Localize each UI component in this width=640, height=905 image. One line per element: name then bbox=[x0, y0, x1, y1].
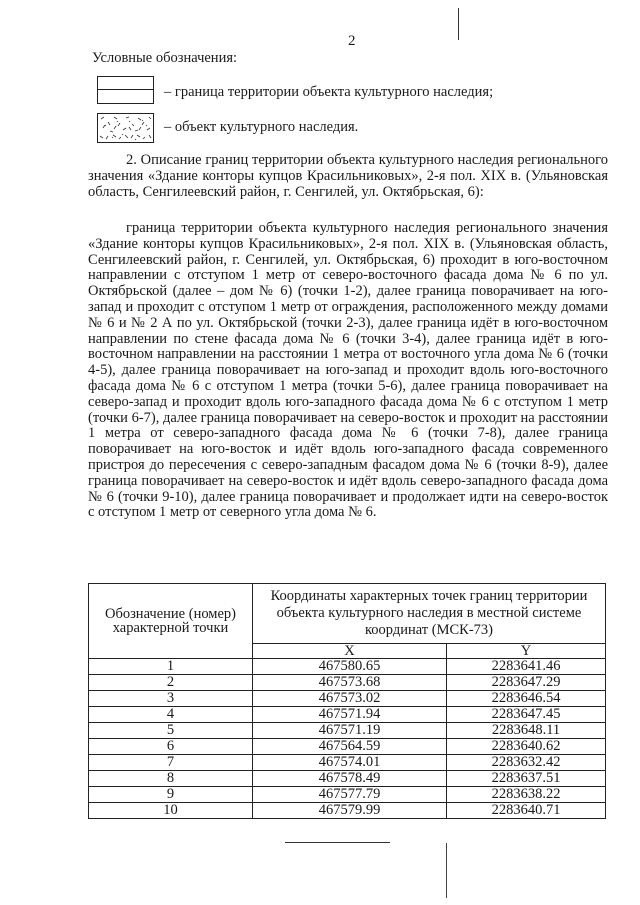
x-coordinate-cell: 467578.49 bbox=[253, 771, 447, 787]
boundary-description: граница территории объекта культурного наследия регионального значения «Здание конторы купцов Красильниковых», 2-я пол. XIX в. (Ульяновская область, Сенгилеевский район, г. Сенгилей, ул. Октябрьская, 6) проходит в юго-восточном направлении с отступом 1 метр от северо-восточного фасада дома № 6 по ул. Октябрьской (далее – дом № 6) (точки 1-2), далее граница поворачивает на юго-запад и проходит с отступом 1 метр от ограждения, расположенного между домами № 6 и № 2 А по ул. Октябрьской (точки 2-3), далее граница идёт в юго-восточном направлении по стене фасада дома № 6 (точки 3-4), далее граница идёт в юго-восточном направлении на расстоянии 1 метра от восточного угла дома № 6 (точки 4-5), далее граница поворачивает на юго-запад и проходит вдоль юго-восточного фасада дома № 6 с отступом 1 метра (точки 5-6), далее граница поворачивает на северо-запад и проходит вдоль юго-западного фасада дома № 6 с отступом 1 метр (точки 6-7), далее граница поворачивает на северо-восток и проходит на расстоянии 1 метра от северо-западного фасада дома № 6 (точки 7-8), далее граница поворачивает на юго-восток и идёт вдоль юго-западного фасада современного пристроя до пересечения с северо-западным фасадом дома № 6 (точки 8-9), далее граница поворачивает на северо-восток и идёт вдоль северо-западного фасада дома № 6 (точки 9-10), далее граница поворачивает и продолжает идти на северо-восток с отступом 1 метр от северного угла дома № 6. bbox=[88, 220, 608, 521]
y-coordinate-cell: 2283641.46 bbox=[447, 659, 606, 675]
table-row bbox=[89, 755, 606, 771]
table-row bbox=[89, 803, 606, 819]
table-row bbox=[89, 787, 606, 803]
x-coordinate-cell: 467579.99 bbox=[253, 803, 447, 819]
y-coordinate-cell: 2283648.11 bbox=[447, 723, 606, 739]
coordinates-table bbox=[88, 583, 606, 819]
point-number-cell: 5 bbox=[89, 723, 253, 739]
table-row bbox=[89, 659, 606, 675]
point-number-cell: 10 bbox=[89, 803, 253, 819]
y-coordinate-cell: 2283647.29 bbox=[447, 675, 606, 691]
x-coordinate-cell: 467573.02 bbox=[253, 691, 447, 707]
point-number-cell: 1 bbox=[89, 659, 253, 675]
boundary-section-heading: 2. Описание границ территории объекта культурного наследия регионального значения «Здание конторы купцов Красильниковых», 2-я пол. XIX в. (Ульяновская область, Сенгилеевский район, г. Сенгилей, ул. Октябрьская, 6): bbox=[88, 152, 608, 200]
coordinates-header: Координаты характерных точек границ территории объекта культурного наследия в местной системе координат (МСК-73) bbox=[253, 584, 606, 644]
legend-item-heritage-object: – объект культурного наследия. bbox=[164, 119, 359, 135]
y-coordinate-cell: 2283640.62 bbox=[447, 739, 606, 755]
x-coordinate-cell: 467577.79 bbox=[253, 787, 447, 803]
x-coordinate-cell: 467573.68 bbox=[253, 675, 447, 691]
x-header: X bbox=[253, 644, 447, 659]
table-row bbox=[89, 739, 606, 755]
point-number-cell: 6 bbox=[89, 739, 253, 755]
bottom-rule bbox=[285, 842, 390, 843]
x-coordinate-cell: 467571.94 bbox=[253, 707, 447, 723]
point-number-cell: 9 bbox=[89, 787, 253, 803]
y-coordinate-cell: 2283646.54 bbox=[447, 691, 606, 707]
x-coordinate-cell: 467574.01 bbox=[253, 755, 447, 771]
point-number-cell: 2 bbox=[89, 675, 253, 691]
y-coordinate-cell: 2283632.42 bbox=[447, 755, 606, 771]
boundary-legend-symbol bbox=[97, 76, 154, 104]
y-header: Y bbox=[447, 644, 606, 659]
x-coordinate-cell: 467571.19 bbox=[253, 723, 447, 739]
point-number-cell: 7 bbox=[89, 755, 253, 771]
point-number-header: Обозначение (номер) характерной точки bbox=[89, 584, 253, 659]
table-row bbox=[89, 707, 606, 723]
legend-item-boundary: – граница территории объекта культурного наследия; bbox=[164, 84, 494, 100]
legend-title: Условные обозначения: bbox=[92, 50, 238, 66]
y-coordinate-cell: 2283637.51 bbox=[447, 771, 606, 787]
point-number-cell: 8 bbox=[89, 771, 253, 787]
point-number-cell: 4 bbox=[89, 707, 253, 723]
page-number: 2 bbox=[348, 33, 356, 49]
x-coordinate-cell: 467564.59 bbox=[253, 739, 447, 755]
x-coordinate-cell: 467580.65 bbox=[253, 659, 447, 675]
heritage-object-legend-symbol bbox=[97, 113, 154, 143]
margin-mark-bottom bbox=[446, 843, 447, 898]
y-coordinate-cell: 2283647.45 bbox=[447, 707, 606, 723]
y-coordinate-cell: 2283640.71 bbox=[447, 803, 606, 819]
table-row bbox=[89, 675, 606, 691]
table-row bbox=[89, 771, 606, 787]
y-coordinate-cell: 2283638.22 bbox=[447, 787, 606, 803]
table-row bbox=[89, 723, 606, 739]
point-number-cell: 3 bbox=[89, 691, 253, 707]
table-row bbox=[89, 691, 606, 707]
margin-mark-top bbox=[458, 8, 459, 40]
